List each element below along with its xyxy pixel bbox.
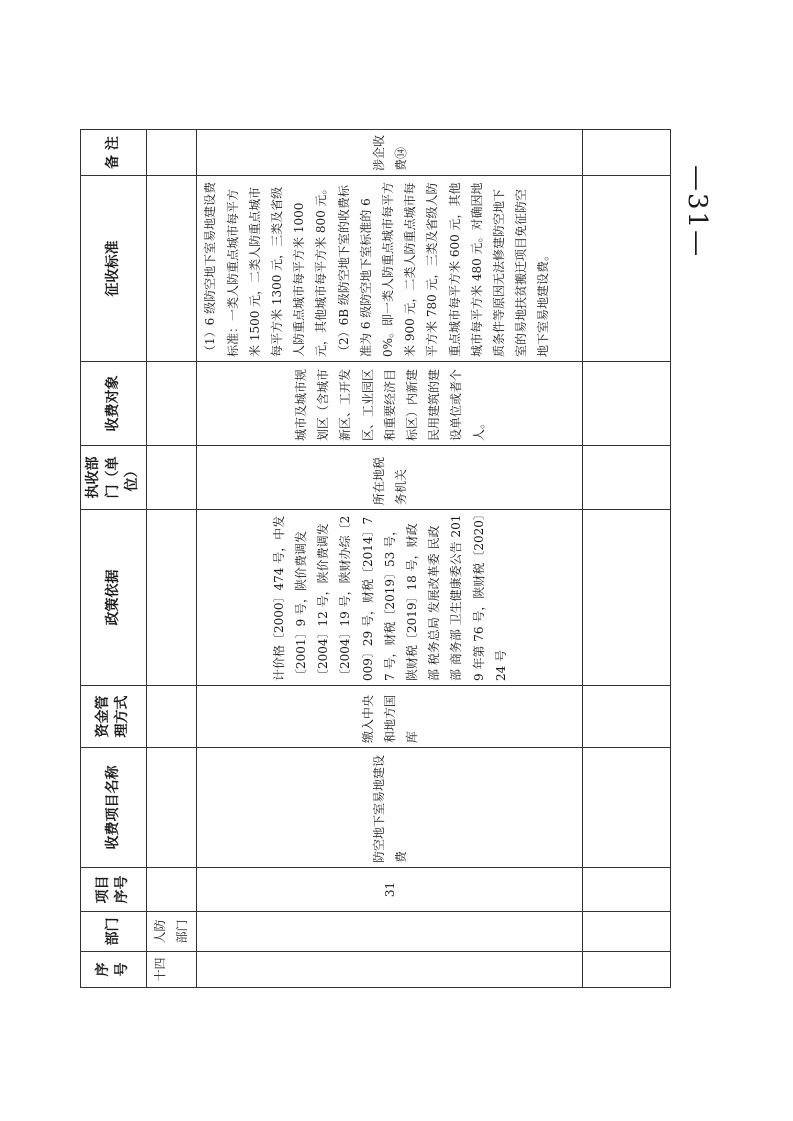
table-row <box>197 130 583 988</box>
standard-part-2: （2）6B 级防空地下室的收费标准为 6 级防空地下室标准的 60%。即一类人防重点城市每平方米 900 元，二类人防重点城市每平方米 780 元，三类及省级人防重点城市每平方米 600 元，其他城市每平方米 480 元。对确因地质条件等原因无法修建防空地下室的易地扶贫搬迁项目免征防空地下室易地建设费。 <box>336 181 551 357</box>
cell-remarks: 涉企收费⑭ <box>197 130 583 176</box>
cell-exec-dept: 所在地税务机关 <box>197 446 583 510</box>
cell-name: 防空地下室易地建设费 <box>197 748 583 868</box>
header-exec-dept: 执收部门（单位） <box>81 446 147 510</box>
cell-fund-mgmt: 缴入中央和地方国库 <box>197 686 583 748</box>
standard-part-1: （1）6 级防空地下室易地建设费标准：一类人防重点城市每平方米 1500 元，二类人防重点城市每平方米 1300 元，三类及省级人防重点城市每平方米 1000 元，其他城市每平方米 800 元。 <box>203 181 329 357</box>
header-target: 收费对象 <box>81 362 147 446</box>
section-row <box>146 130 197 988</box>
cell-standard <box>197 176 583 362</box>
cell-target: 城市及城市规划区（含城市新区、工开发区、工业园区和重要经济目标区）内新建民用建筑的建设单位或者个人。 <box>197 362 583 446</box>
section-seq: 十四 <box>146 952 197 988</box>
header-row <box>81 130 147 988</box>
section-dept: 人防部门 <box>146 912 197 952</box>
header-standard: 征收标准 <box>81 176 147 362</box>
fee-table-container <box>80 130 671 988</box>
header-policy: 政策依据 <box>81 510 147 686</box>
header-dept: 部门 <box>81 912 147 952</box>
empty-row <box>583 130 671 988</box>
header-seq: 序号 <box>81 952 147 988</box>
fee-table <box>80 129 671 988</box>
cell-item-no: 31 <box>197 868 583 912</box>
header-remarks: 备 注 <box>81 130 147 176</box>
header-name: 收费项目名称 <box>81 748 147 868</box>
header-fund-mgmt: 资金管理方式 <box>81 686 147 748</box>
cell-policy: 计价格〔2000〕474 号，中发〔2001〕9 号，陕价费调发〔2004〕12 号，陕价费调发〔2004〕19 号，陕财办综〔2009〕29 号，财税〔2014〕77 号，财税〔2019〕53 号，陕财税〔2019〕18 号，财政部 税务总局 发展改革委 民政部 商务部 卫生健康委公告 2019 年第 76 号，陕财税〔2020〕24 号 <box>197 510 583 686</box>
header-item-no: 项目序号 <box>81 868 147 912</box>
page-number: —31— <box>682 165 712 259</box>
